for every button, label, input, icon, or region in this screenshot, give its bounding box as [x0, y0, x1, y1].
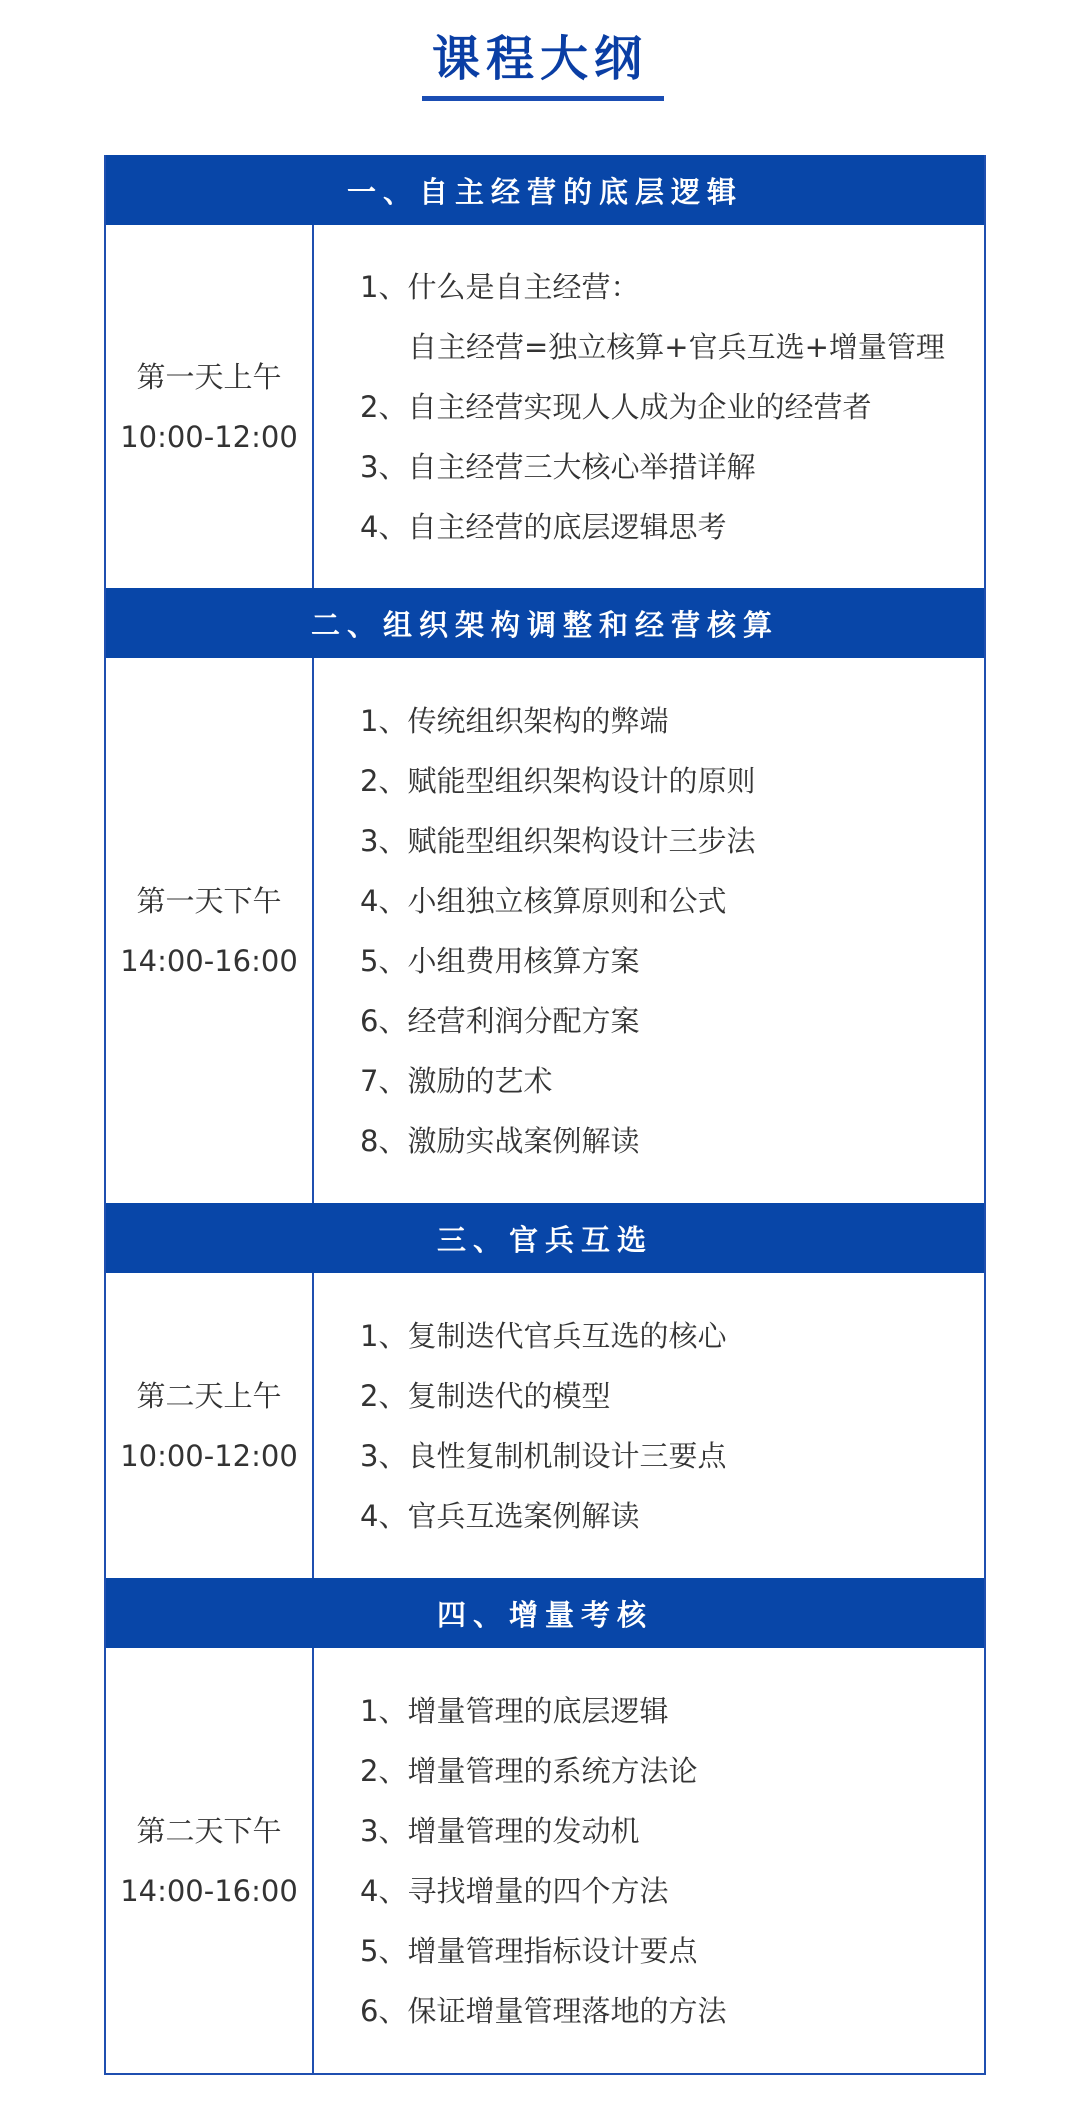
session-time-cell: [106, 1648, 314, 2073]
session-time: 14:00-16:00: [120, 1873, 298, 1908]
topic-item: 1、增量管理的底层逻辑: [360, 1693, 669, 1728]
topic-item: 5、增量管理指标设计要点: [360, 1933, 698, 1968]
section-body-4: [106, 1648, 984, 2073]
topic-list: [314, 1648, 984, 2073]
session-day: 第一天上午: [136, 359, 282, 394]
section-body-3: [106, 1273, 984, 1578]
session-time: 10:00-12:00: [120, 419, 298, 454]
topic-list: [314, 658, 984, 1203]
session-time-cell: [106, 225, 314, 588]
session-time: 14:00-16:00: [120, 943, 298, 978]
section-heading-2: 二、组织架构调整和经营核算: [106, 588, 984, 658]
topic-item: 3、良性复制机制设计三要点: [360, 1438, 727, 1473]
session-time-cell: [106, 658, 314, 1203]
topic-item: 5、小组费用核算方案: [360, 943, 640, 978]
topic-item: 7、激励的艺术: [360, 1063, 553, 1098]
topic-item: 3、赋能型组织架构设计三步法: [360, 823, 756, 858]
section-heading-4: 四、增量考核: [106, 1578, 984, 1648]
topic-item: 2、增量管理的系统方法论: [360, 1753, 698, 1788]
topic-item: 3、自主经营三大核心举措详解: [360, 449, 756, 484]
session-time-cell: [106, 1273, 314, 1578]
topic-item: 6、保证增量管理落地的方法: [360, 1993, 727, 2028]
page-title: 课程大纲: [431, 31, 648, 87]
topic-item: 6、经营利润分配方案: [360, 1003, 640, 1038]
topic-item: 2、赋能型组织架构设计的原则: [360, 763, 756, 798]
section-body-1: [106, 225, 984, 588]
topic-item: 4、自主经营的底层逻辑思考: [360, 509, 727, 544]
topic-item: 3、增量管理的发动机: [360, 1813, 640, 1848]
topic-item: 2、复制迭代的模型: [360, 1378, 611, 1413]
topic-item: 4、官兵互选案例解读: [360, 1498, 640, 1533]
session-day: 第一天下午: [136, 883, 282, 918]
section-heading-3: 三、官兵互选: [106, 1203, 984, 1273]
topic-list: [314, 225, 984, 588]
topic-item: 4、寻找增量的四个方法: [360, 1873, 669, 1908]
topic-item: 自主经营=独立核算+官兵互选+增量管理: [408, 329, 945, 364]
section-heading-1: 一、自主经营的底层逻辑: [106, 155, 984, 225]
section-body-2: [106, 658, 984, 1203]
topic-item: 1、什么是自主经营：: [360, 269, 640, 304]
title-underline: [422, 96, 664, 101]
course-outline-table: [104, 155, 986, 2075]
topic-item: 1、传统组织架构的弊端: [360, 703, 669, 738]
topic-item: 4、小组独立核算原则和公式: [360, 883, 727, 918]
topic-item: 8、激励实战案例解读: [360, 1123, 640, 1158]
topic-item: 2、自主经营实现人人成为企业的经营者: [360, 389, 872, 424]
topic-item: 1、复制迭代官兵互选的核心: [360, 1318, 727, 1353]
session-day: 第二天下午: [136, 1813, 282, 1848]
session-time: 10:00-12:00: [120, 1438, 298, 1473]
topic-list: [314, 1273, 984, 1578]
session-day: 第二天上午: [136, 1378, 282, 1413]
